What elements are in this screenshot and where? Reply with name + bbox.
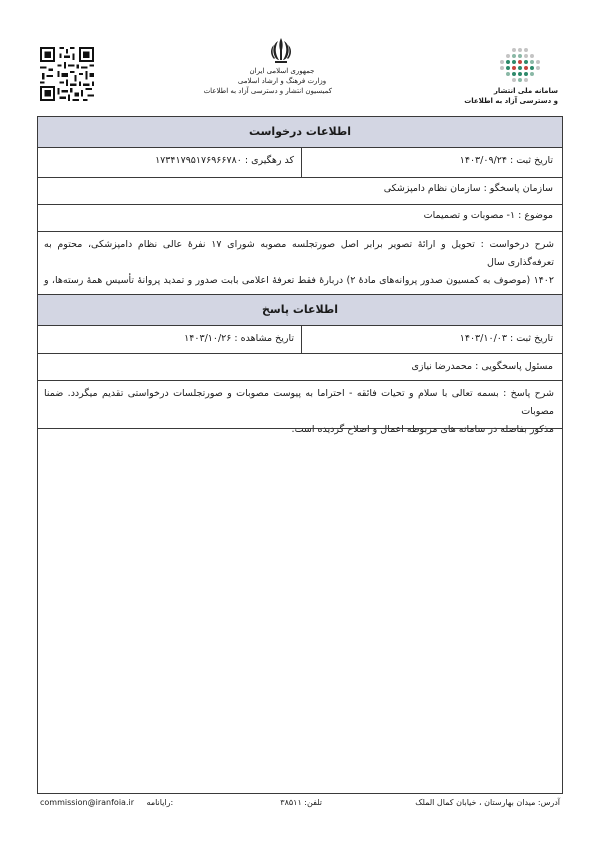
- request-section-header: اطلاعات درخواست: [38, 117, 562, 148]
- qr-code-icon: [40, 47, 94, 101]
- request-subject: موضوع : ۱- مصوبات و تصمیمات: [423, 210, 553, 221]
- response-description-line: مذکور بفاصله در سامانه های مربوطه اعمال و اصلاح گردیده است.: [291, 424, 554, 435]
- ministry-line-2: وزارت فرهنگ و ارشاد اسلامی: [237, 77, 327, 85]
- response-registration-date: تاریخ ثبت : ۱۴۰۳/۱۰/۰۳: [459, 333, 553, 344]
- response-section-header: اطلاعات پاسخ: [38, 295, 562, 326]
- footer-phone: تلفن: ۳۸۵۱۱: [280, 798, 322, 807]
- row-divider: [38, 204, 562, 205]
- row-divider: [38, 353, 562, 354]
- row-divider: [38, 177, 562, 178]
- dots-grid-logo-icon: [500, 46, 540, 86]
- system-name: [462, 86, 558, 106]
- response-description: [44, 385, 554, 439]
- response-view-date: تاریخ مشاهده : ۱۴۰۳/۱۰/۲۶: [184, 333, 294, 344]
- request-description-line: ۱۴۰۲ (موصوف به کمسیون صدور پروانه‌های مادهٔ ۲) دربارهٔ فقط تعرفهٔ اعلامی بابت صدور و تمدید پروانهٔ تأسیس همهٔ رسته‌ها، و: [44, 275, 554, 286]
- ministry-line-3: کمیسیون انتشار و دسترسی آزاد به اطلاعات: [203, 87, 332, 95]
- footer-email[interactable]: commission@iranfoia.ir: [40, 798, 134, 807]
- request-registration-date: تاریخ ثبت : ۱۴۰۳/۰۹/۲۴: [459, 155, 553, 166]
- system-line-2: و دسترسی آزاد به اطلاعات: [464, 97, 558, 105]
- response-description-line: شرح پاسخ : بسمه تعالی با سلام و تحیات فائقه - احتراما به پیوست مصوبات و صورتجلسات درخواستی تقدیم میگردد. ضمنا مصوبات: [44, 388, 554, 417]
- column-divider: [301, 326, 302, 354]
- request-description-line: شرح درخواست : تحویل و ارائهٔ تصویر برابر اصل صورتجلسه مصوبه شورای ۱۷ نفرهٔ عالی نظام دامپزشکی، محتوم به تعرفه‌گذاری سال: [44, 239, 555, 268]
- row-divider: [38, 231, 562, 232]
- iran-emblem-icon: [268, 36, 294, 66]
- request-tracking-code: کد رهگیری : ۱۷۳۴۱۷۹۵۱۷۶۹۶۶۷۸۰: [155, 155, 294, 166]
- row-divider: [38, 380, 562, 381]
- ministry-line-1: جمهوری اسلامی ایران: [249, 67, 315, 75]
- row-divider: [38, 428, 562, 429]
- footer-address: آدرس: میدان بهارستان ، خیابان کمال الملک: [415, 798, 560, 807]
- system-line-1: سامانه ملی انتشار: [493, 87, 558, 95]
- response-responder: مسئول پاسخگویی : محمدرضا نیازی: [411, 361, 553, 372]
- footer-email-group: [40, 797, 220, 809]
- column-divider: [301, 148, 302, 178]
- footer-email-label: رایانامه:: [146, 798, 174, 807]
- ministry-header: [203, 66, 332, 96]
- responding-organization: سازمان پاسخگو : سازمان نظام دامپزشکی: [383, 183, 553, 194]
